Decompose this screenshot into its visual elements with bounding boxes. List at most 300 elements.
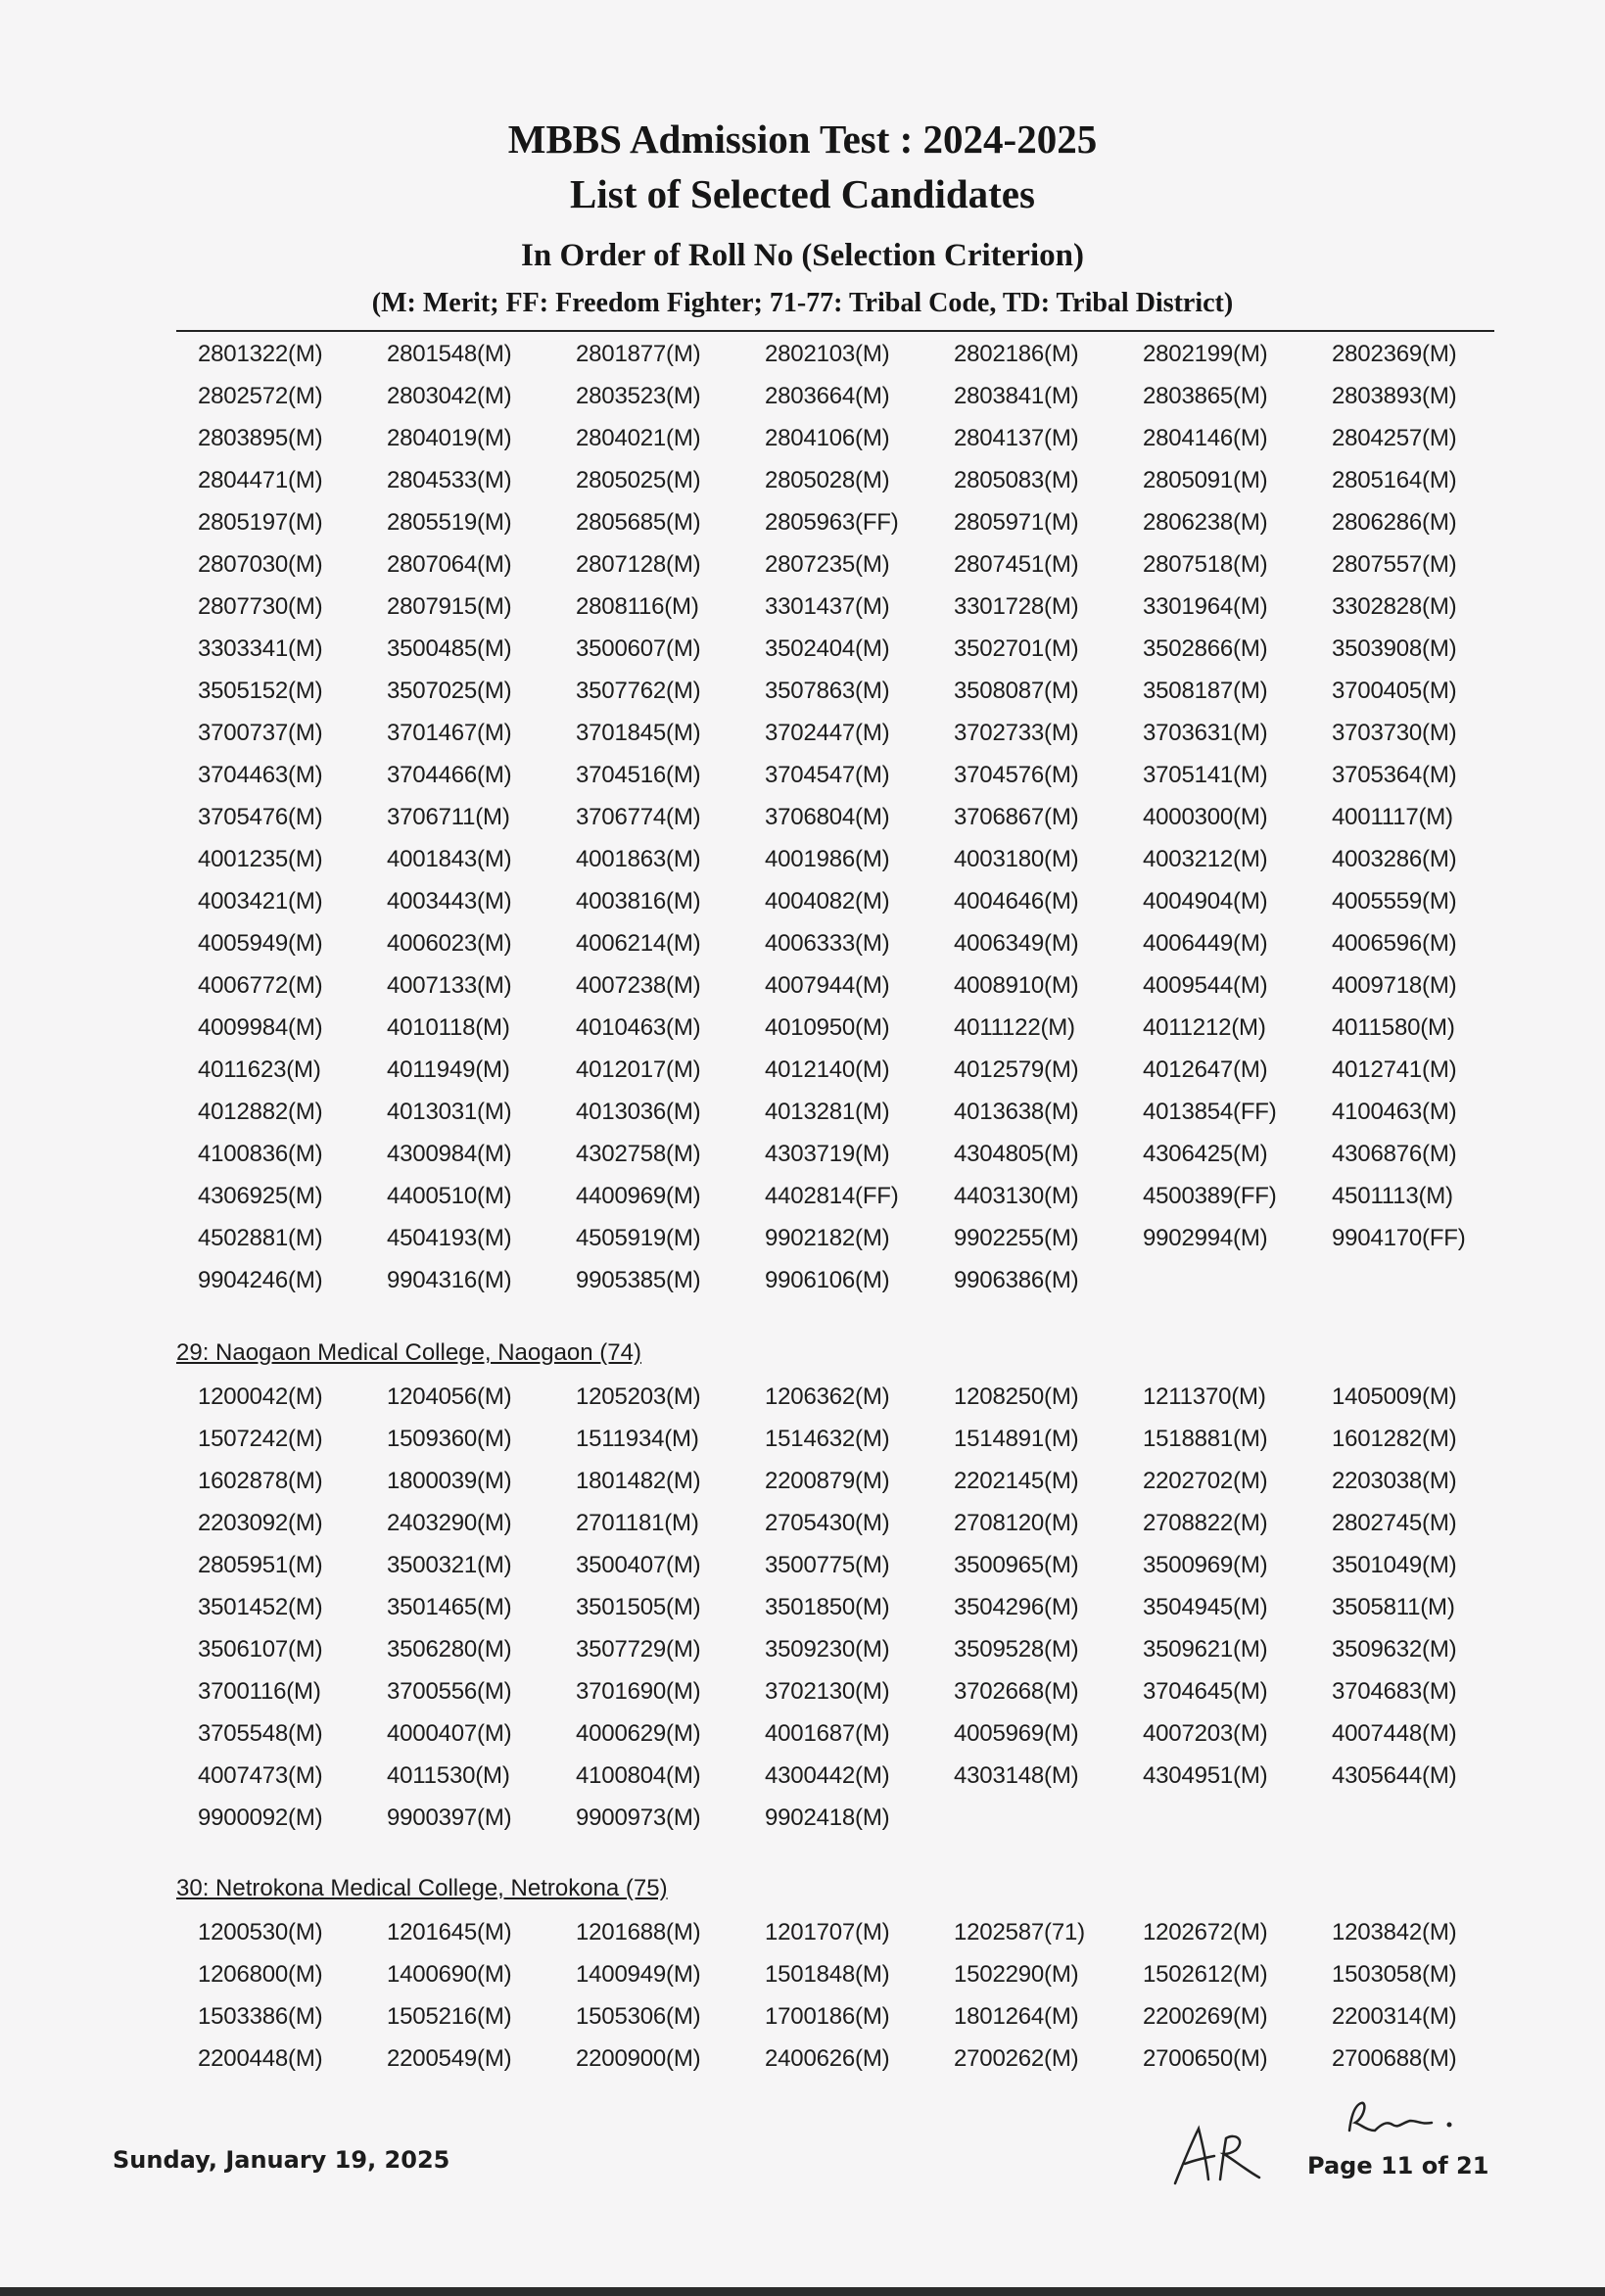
- roll-row: [198, 1217, 1510, 1259]
- roll-row: [198, 1259, 1510, 1301]
- roll-number: 2802369(M): [1332, 340, 1457, 367]
- roll-number: 4011580(M): [1332, 1013, 1455, 1041]
- roll-number: 4013031(M): [387, 1098, 512, 1125]
- roll-number: 1511934(M): [576, 1425, 699, 1452]
- roll-number: 3502866(M): [1143, 634, 1268, 662]
- roll-number: 4000629(M): [576, 1719, 701, 1747]
- roll-number: 2804106(M): [765, 424, 890, 451]
- roll-number: 1509360(M): [387, 1425, 512, 1452]
- roll-row: [198, 417, 1510, 459]
- roll-number: 9902255(M): [954, 1224, 1079, 1251]
- roll-number: 3301728(M): [954, 592, 1079, 620]
- roll-number: 3704466(M): [387, 761, 512, 788]
- roll-number: 4006449(M): [1143, 929, 1268, 957]
- roll-number: 4306925(M): [198, 1182, 323, 1209]
- roll-number: 2804146(M): [1143, 424, 1268, 451]
- roll-number: 1602878(M): [198, 1467, 323, 1494]
- roll-number: 3701845(M): [576, 719, 701, 746]
- roll-number: 4100836(M): [198, 1140, 323, 1167]
- roll-number: 3706774(M): [576, 803, 701, 830]
- roll-number: 4013036(M): [576, 1098, 701, 1125]
- naogaon-roll-grid: [198, 1376, 1510, 1839]
- roll-number: 4013854(FF): [1143, 1098, 1277, 1125]
- roll-number: 4001117(M): [1332, 803, 1453, 830]
- roll-number: 4402814(FF): [765, 1182, 899, 1209]
- roll-number: 4010463(M): [576, 1013, 701, 1041]
- roll-number: 3501505(M): [576, 1593, 701, 1620]
- roll-number: 3500321(M): [387, 1551, 512, 1578]
- roll-row: [198, 1712, 1510, 1755]
- roll-number: 3700405(M): [1332, 677, 1457, 704]
- roll-number: 4010950(M): [765, 1013, 890, 1041]
- roll-number: 1205203(M): [576, 1382, 701, 1410]
- roll-number: 2803841(M): [954, 382, 1079, 409]
- roll-number: 2806286(M): [1332, 508, 1457, 536]
- roll-number: 4000407(M): [387, 1719, 512, 1747]
- roll-number: 1502290(M): [954, 1960, 1079, 1988]
- roll-number: 2805197(M): [198, 508, 323, 536]
- roll-number: 4007448(M): [1332, 1719, 1457, 1747]
- roll-row: [198, 501, 1510, 543]
- roll-number: 2200549(M): [387, 2044, 512, 2072]
- sort-order-caption: In Order of Roll No (Selection Criterion): [521, 238, 1084, 273]
- roll-number: 2701181(M): [576, 1509, 699, 1536]
- roll-number: 4007238(M): [576, 971, 701, 999]
- roll-number: 4006214(M): [576, 929, 701, 957]
- roll-number: 4006349(M): [954, 929, 1079, 957]
- roll-number: 3509621(M): [1143, 1635, 1268, 1663]
- roll-row: [198, 333, 1510, 375]
- document-subtitle: List of Selected Candidates: [570, 171, 1035, 216]
- roll-number: 4001843(M): [387, 845, 512, 872]
- roll-number: 1206362(M): [765, 1382, 890, 1410]
- roll-number: 3301964(M): [1143, 592, 1268, 620]
- roll-number: 2804471(M): [198, 466, 323, 493]
- roll-number: 4009718(M): [1332, 971, 1457, 999]
- roll-row: [198, 1376, 1510, 1418]
- roll-number: 3503908(M): [1332, 634, 1457, 662]
- roll-number: 1514891(M): [954, 1425, 1079, 1452]
- roll-number: 3705476(M): [198, 803, 323, 830]
- roll-number: 3705364(M): [1332, 761, 1457, 788]
- roll-number: 2807915(M): [387, 592, 512, 620]
- roll-number: 1405009(M): [1332, 1382, 1457, 1410]
- roll-number: 2807730(M): [198, 592, 323, 620]
- roll-number: 1601282(M): [1332, 1425, 1457, 1452]
- roll-number: 2803895(M): [198, 424, 323, 451]
- roll-number: 1507242(M): [198, 1425, 323, 1452]
- roll-number: 4302758(M): [576, 1140, 701, 1167]
- roll-number: 2805971(M): [954, 508, 1079, 536]
- roll-number: 3505152(M): [198, 677, 323, 704]
- roll-number: 4013281(M): [765, 1098, 890, 1125]
- roll-number: 2202702(M): [1143, 1467, 1268, 1494]
- roll-number: 4505919(M): [576, 1224, 701, 1251]
- roll-number: 3509528(M): [954, 1635, 1079, 1663]
- roll-row: [198, 796, 1510, 838]
- section-title-naogaon: 29: Naogaon Medical College, Naogaon (74): [176, 1339, 641, 1366]
- roll-number: 3702733(M): [954, 719, 1079, 746]
- roll-number: 2801548(M): [387, 340, 512, 367]
- roll-number: 1503058(M): [1332, 1960, 1457, 1988]
- roll-number: 4001687(M): [765, 1719, 890, 1747]
- roll-number: 2400626(M): [765, 2044, 890, 2072]
- roll-number: 4300442(M): [765, 1761, 890, 1789]
- roll-number: 2801877(M): [576, 340, 701, 367]
- roll-number: 3703730(M): [1332, 719, 1457, 746]
- roll-number: 3702668(M): [954, 1677, 1079, 1705]
- roll-number: 1503386(M): [198, 2002, 323, 2030]
- roll-number: 1208250(M): [954, 1382, 1079, 1410]
- roll-row: [198, 964, 1510, 1007]
- roll-number: 9906106(M): [765, 1266, 890, 1293]
- roll-row: [198, 1460, 1510, 1502]
- roll-number: 3509230(M): [765, 1635, 890, 1663]
- roll-row: [198, 1049, 1510, 1091]
- roll-number: 4007473(M): [198, 1761, 323, 1789]
- roll-number: 9904316(M): [387, 1266, 512, 1293]
- roll-number: 1202587(71): [954, 1918, 1085, 1945]
- roll-row: [198, 1755, 1510, 1797]
- roll-number: 1201688(M): [576, 1918, 701, 1945]
- roll-number: 4007203(M): [1143, 1719, 1268, 1747]
- roll-number: 2802186(M): [954, 340, 1079, 367]
- roll-number: 2805028(M): [765, 466, 890, 493]
- roll-number: 2805091(M): [1143, 466, 1268, 493]
- roll-number: 3706711(M): [387, 803, 510, 830]
- roll-number: 1203842(M): [1332, 1918, 1457, 1945]
- roll-number: 9902182(M): [765, 1224, 890, 1251]
- roll-number: 4000300(M): [1143, 803, 1268, 830]
- roll-number: 4004904(M): [1143, 887, 1268, 914]
- continued-roll-grid: [198, 333, 1510, 1301]
- roll-number: 3301437(M): [765, 592, 890, 620]
- roll-number: 2802103(M): [765, 340, 890, 367]
- footer-date: Sunday, January 19, 2025: [113, 2146, 450, 2174]
- roll-number: 3706867(M): [954, 803, 1079, 830]
- roll-number: 3705548(M): [198, 1719, 323, 1747]
- roll-number: 3700116(M): [198, 1677, 321, 1705]
- roll-number: 9906386(M): [954, 1266, 1079, 1293]
- roll-number: 1801482(M): [576, 1467, 701, 1494]
- roll-number: 4012140(M): [765, 1055, 890, 1083]
- roll-number: 2700688(M): [1332, 2044, 1457, 2072]
- roll-number: 1204056(M): [387, 1382, 512, 1410]
- roll-number: 4306876(M): [1332, 1140, 1457, 1167]
- roll-number: 2200879(M): [765, 1467, 890, 1494]
- roll-number: 2803664(M): [765, 382, 890, 409]
- roll-number: 3500407(M): [576, 1551, 701, 1578]
- roll-number: 4007944(M): [765, 971, 890, 999]
- roll-number: 2805963(FF): [765, 508, 899, 536]
- roll-row: [198, 1502, 1510, 1544]
- roll-number: 4009984(M): [198, 1013, 323, 1041]
- roll-number: 4403130(M): [954, 1182, 1079, 1209]
- roll-number: 3508087(M): [954, 677, 1079, 704]
- roll-number: 3504296(M): [954, 1593, 1079, 1620]
- roll-number: 2805025(M): [576, 466, 701, 493]
- roll-number: 4006333(M): [765, 929, 890, 957]
- roll-number: 3704547(M): [765, 761, 890, 788]
- roll-number: 4012017(M): [576, 1055, 701, 1083]
- roll-row: [198, 712, 1510, 754]
- roll-row: [198, 1670, 1510, 1712]
- roll-number: 2203038(M): [1332, 1467, 1457, 1494]
- roll-number: 4006023(M): [387, 929, 512, 957]
- roll-number: 2700650(M): [1143, 2044, 1268, 2072]
- roll-number: 4004082(M): [765, 887, 890, 914]
- roll-number: 4008910(M): [954, 971, 1079, 999]
- roll-number: 4011212(M): [1143, 1013, 1266, 1041]
- roll-number: 4007133(M): [387, 971, 512, 999]
- roll-number: 4009544(M): [1143, 971, 1268, 999]
- roll-number: 2200900(M): [576, 2044, 701, 2072]
- roll-number: 1211370(M): [1143, 1382, 1266, 1410]
- roll-number: 2700262(M): [954, 2044, 1079, 2072]
- roll-row: [198, 586, 1510, 628]
- roll-number: 1514632(M): [765, 1425, 890, 1452]
- roll-number: 3706804(M): [765, 803, 890, 830]
- roll-number: 4006596(M): [1332, 929, 1457, 957]
- roll-row: [198, 1544, 1510, 1586]
- roll-number: 3501049(M): [1332, 1551, 1457, 1578]
- roll-number: 1801264(M): [954, 2002, 1079, 2030]
- roll-number: 4304951(M): [1143, 1761, 1268, 1789]
- roll-number: 3701467(M): [387, 719, 512, 746]
- roll-number: 1400690(M): [387, 1960, 512, 1988]
- roll-number: 3501452(M): [198, 1593, 323, 1620]
- roll-row: [198, 1628, 1510, 1670]
- roll-number: 3509632(M): [1332, 1635, 1457, 1663]
- roll-number: 4400510(M): [387, 1182, 512, 1209]
- roll-number: 2802572(M): [198, 382, 323, 409]
- roll-number: 2807557(M): [1332, 550, 1457, 578]
- roll-number: 4006772(M): [198, 971, 323, 999]
- roll-number: 2801322(M): [198, 340, 323, 367]
- roll-number: 3504945(M): [1143, 1593, 1268, 1620]
- roll-row: [198, 459, 1510, 501]
- page-number: Page 11 of 21: [1307, 2152, 1489, 2179]
- roll-number: 9900397(M): [387, 1804, 512, 1831]
- roll-number: 1505216(M): [387, 2002, 512, 2030]
- roll-number: 2802199(M): [1143, 340, 1268, 367]
- roll-number: 2805685(M): [576, 508, 701, 536]
- roll-number: 1400949(M): [576, 1960, 701, 1988]
- roll-number: 4003421(M): [198, 887, 323, 914]
- header-divider: [176, 330, 1494, 332]
- roll-number: 9902418(M): [765, 1804, 890, 1831]
- roll-number: 2805519(M): [387, 508, 512, 536]
- roll-number: 9904170(FF): [1332, 1224, 1466, 1251]
- roll-row: [198, 1091, 1510, 1133]
- roll-number: 3500965(M): [954, 1551, 1079, 1578]
- roll-number: 4504193(M): [387, 1224, 512, 1251]
- roll-row: [198, 1007, 1510, 1049]
- roll-number: 2808116(M): [576, 592, 699, 620]
- roll-row: [198, 880, 1510, 922]
- roll-number: 9905385(M): [576, 1266, 701, 1293]
- roll-number: 4012741(M): [1332, 1055, 1457, 1083]
- roll-number: 4010118(M): [387, 1013, 510, 1041]
- roll-number: 3303341(M): [198, 634, 323, 662]
- roll-row: [198, 1418, 1510, 1460]
- roll-number: 4100804(M): [576, 1761, 701, 1789]
- roll-number: 2805951(M): [198, 1551, 323, 1578]
- roll-number: 4004646(M): [954, 887, 1079, 914]
- roll-number: 2708822(M): [1143, 1509, 1268, 1536]
- roll-number: 3507863(M): [765, 677, 890, 704]
- roll-number: 1505306(M): [576, 2002, 701, 2030]
- roll-number: 2804137(M): [954, 424, 1079, 451]
- roll-number: 4012882(M): [198, 1098, 323, 1125]
- roll-number: 3500775(M): [765, 1551, 890, 1578]
- roll-number: 4001235(M): [198, 845, 323, 872]
- roll-number: 1518881(M): [1143, 1425, 1268, 1452]
- roll-number: 1501848(M): [765, 1960, 890, 1988]
- roll-number: 4003816(M): [576, 887, 701, 914]
- roll-number: 3700737(M): [198, 719, 323, 746]
- roll-number: 2807128(M): [576, 550, 701, 578]
- roll-row: [198, 670, 1510, 712]
- roll-number: 1201707(M): [765, 1918, 890, 1945]
- roll-row: [198, 922, 1510, 964]
- roll-number: 4003443(M): [387, 887, 512, 914]
- roll-number: 4303148(M): [954, 1761, 1079, 1789]
- roll-number: 3500607(M): [576, 634, 701, 662]
- roll-row: [198, 2038, 1510, 2080]
- roll-number: 4502881(M): [198, 1224, 323, 1251]
- roll-number: 2708120(M): [954, 1509, 1079, 1536]
- roll-row: [198, 1911, 1510, 1953]
- roll-row: [198, 754, 1510, 796]
- signature-initials-top: [1342, 2095, 1498, 2144]
- roll-number: 3500969(M): [1143, 1551, 1268, 1578]
- roll-number: 3702130(M): [765, 1677, 890, 1705]
- roll-number: 2804533(M): [387, 466, 512, 493]
- roll-number: 2804019(M): [387, 424, 512, 451]
- roll-number: 4005949(M): [198, 929, 323, 957]
- roll-number: 4501113(M): [1332, 1182, 1453, 1209]
- roll-number: 3702447(M): [765, 719, 890, 746]
- roll-number: 4011530(M): [387, 1761, 510, 1789]
- roll-number: 2807451(M): [954, 550, 1079, 578]
- roll-number: 2806238(M): [1143, 508, 1268, 536]
- roll-number: 4012647(M): [1143, 1055, 1268, 1083]
- roll-number: 2807064(M): [387, 550, 512, 578]
- roll-number: 3302828(M): [1332, 592, 1457, 620]
- roll-number: 9902994(M): [1143, 1224, 1268, 1251]
- signature-initials-bottom: [1165, 2115, 1283, 2193]
- roll-number: 4400969(M): [576, 1182, 701, 1209]
- roll-number: 2807030(M): [198, 550, 323, 578]
- roll-number: 2803523(M): [576, 382, 701, 409]
- roll-number: 1200042(M): [198, 1382, 323, 1410]
- roll-number: 4003286(M): [1332, 845, 1457, 872]
- roll-number: 4005559(M): [1332, 887, 1457, 914]
- roll-row: [198, 1133, 1510, 1175]
- roll-number: 2705430(M): [765, 1509, 890, 1536]
- roll-number: 4500389(FF): [1143, 1182, 1277, 1209]
- code-legend: (M: Merit; FF: Freedom Fighter; 71-77: Tribal Code, TD: Tribal District): [371, 288, 1234, 318]
- roll-number: 2807235(M): [765, 550, 890, 578]
- roll-number: 1502612(M): [1143, 1960, 1268, 1988]
- roll-number: 4001863(M): [576, 845, 701, 872]
- roll-number: 4001986(M): [765, 845, 890, 872]
- roll-number: 2805164(M): [1332, 466, 1457, 493]
- roll-row: [198, 1586, 1510, 1628]
- roll-number: 4011949(M): [387, 1055, 510, 1083]
- roll-row: [198, 543, 1510, 586]
- roll-number: 3704463(M): [198, 761, 323, 788]
- roll-row: [198, 1797, 1510, 1839]
- roll-number: 4011623(M): [198, 1055, 321, 1083]
- roll-row: [198, 1995, 1510, 2038]
- roll-number: 3506280(M): [387, 1635, 512, 1663]
- roll-number: 4003180(M): [954, 845, 1079, 872]
- roll-number: 1800039(M): [387, 1467, 512, 1494]
- roll-number: 3507025(M): [387, 677, 512, 704]
- roll-number: 2807518(M): [1143, 550, 1268, 578]
- roll-number: 1200530(M): [198, 1918, 323, 1945]
- roll-number: 2804021(M): [576, 424, 701, 451]
- roll-number: 2803893(M): [1332, 382, 1457, 409]
- roll-number: 2200269(M): [1143, 2002, 1268, 2030]
- roll-number: 3506107(M): [198, 1635, 323, 1663]
- scan-edge: [0, 2287, 1605, 2296]
- roll-number: 2403290(M): [387, 1509, 512, 1536]
- roll-number: 3704576(M): [954, 761, 1079, 788]
- roll-number: 3701690(M): [576, 1677, 701, 1705]
- roll-number: 4100463(M): [1332, 1098, 1457, 1125]
- roll-number: 3507729(M): [576, 1635, 701, 1663]
- roll-number: 3703631(M): [1143, 719, 1268, 746]
- roll-number: 2803865(M): [1143, 382, 1268, 409]
- roll-number: 4306425(M): [1143, 1140, 1268, 1167]
- roll-number: 3705141(M): [1143, 761, 1268, 788]
- section-title-netrokona: 30: Netrokona Medical College, Netrokona (75): [176, 1875, 668, 1901]
- roll-number: 9900973(M): [576, 1804, 701, 1831]
- roll-number: 4303719(M): [765, 1140, 890, 1167]
- roll-number: 3501850(M): [765, 1593, 890, 1620]
- netrokona-roll-grid: [198, 1911, 1510, 2080]
- roll-number: 3507762(M): [576, 677, 701, 704]
- roll-row: [198, 838, 1510, 880]
- roll-row: [198, 375, 1510, 417]
- roll-number: 4013638(M): [954, 1098, 1079, 1125]
- roll-number: 4300984(M): [387, 1140, 512, 1167]
- roll-number: 3508187(M): [1143, 677, 1268, 704]
- roll-number: 4012579(M): [954, 1055, 1079, 1083]
- roll-number: 2200448(M): [198, 2044, 323, 2072]
- roll-number: 4304805(M): [954, 1140, 1079, 1167]
- roll-number: 1206800(M): [198, 1960, 323, 1988]
- roll-number: 2805083(M): [954, 466, 1079, 493]
- roll-number: 1700186(M): [765, 2002, 890, 2030]
- roll-number: 2802745(M): [1332, 1509, 1457, 1536]
- roll-number: 9900092(M): [198, 1804, 323, 1831]
- roll-number: 4005969(M): [954, 1719, 1079, 1747]
- roll-number: 3505811(M): [1332, 1593, 1455, 1620]
- roll-number: 3502404(M): [765, 634, 890, 662]
- roll-row: [198, 628, 1510, 670]
- roll-number: 4003212(M): [1143, 845, 1268, 872]
- roll-number: 1201645(M): [387, 1918, 512, 1945]
- roll-number: 2804257(M): [1332, 424, 1457, 451]
- roll-number: 2203092(M): [198, 1509, 323, 1536]
- roll-number: 3500485(M): [387, 634, 512, 662]
- roll-number: 3700556(M): [387, 1677, 512, 1705]
- roll-number: 3502701(M): [954, 634, 1079, 662]
